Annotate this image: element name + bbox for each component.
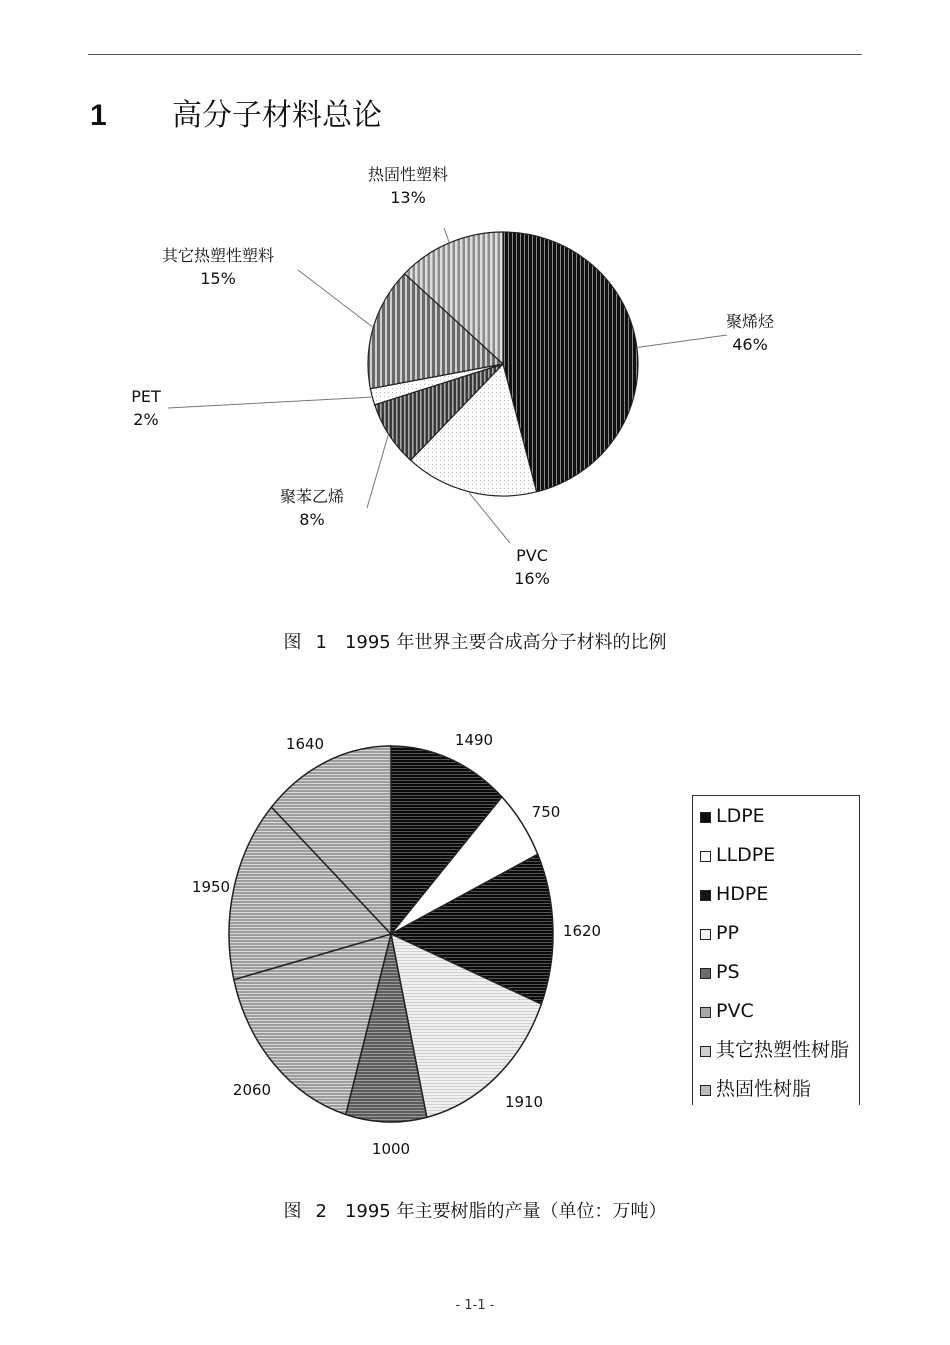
chart1-leader-line	[469, 493, 510, 543]
figure-1-text: 1995 年世界主要合成高分子材料的比例	[344, 632, 667, 653]
legend-item-label: PVC	[716, 1000, 754, 1022]
chart1-percent-label: 13%	[390, 188, 426, 207]
chart2-value-label: 1640	[285, 735, 325, 753]
legend-item-label: PS	[716, 961, 740, 983]
chart1-category-label: 聚苯乙烯	[279, 487, 345, 506]
legend-swatch	[700, 812, 711, 823]
chart1-category-label: 热固性塑料	[367, 165, 449, 184]
figure-1-caption	[0, 628, 950, 654]
pie-chart-resin-output	[192, 731, 601, 1158]
legend-item-label: LDPE	[716, 805, 765, 827]
legend-swatch	[700, 851, 711, 862]
chart2-value-label: 1490	[454, 731, 494, 749]
section-title: 高分子材料总论	[172, 98, 382, 133]
legend-item-label: 其它热塑性树脂	[716, 1039, 850, 1061]
figure-2-text: 1995 年主要树脂的产量（单位：万吨）	[344, 1201, 667, 1222]
legend-swatch	[700, 929, 711, 940]
legend-item-label: LLDPE	[716, 844, 776, 866]
chart1-leader-line	[638, 335, 727, 347]
chart1-leader-line	[444, 228, 449, 242]
chart1-leader-line	[298, 270, 372, 327]
pie-chart-polymer-share	[131, 165, 775, 588]
legend-item-label: 热固性树脂	[716, 1078, 812, 1100]
chart1-category-label: PVC	[516, 546, 548, 565]
chart2-value-label: 1910	[504, 1093, 544, 1111]
page-number: - 1-1 -	[455, 1298, 495, 1313]
chart1-percent-label: 46%	[732, 335, 768, 354]
chart2-value-label: 1620	[562, 922, 602, 940]
chart1-category-label: PET	[131, 387, 161, 406]
chart1-leader-line	[168, 397, 371, 408]
chart1-percent-label: 16%	[514, 569, 550, 588]
chart2-value-label: 2060	[232, 1081, 272, 1099]
figure-1-number: 1	[315, 632, 327, 653]
chart2-value-label: 1950	[191, 878, 231, 896]
figure-2-number: 2	[315, 1201, 327, 1222]
chart1-percent-label: 8%	[299, 510, 325, 529]
legend-swatch	[700, 1007, 711, 1018]
legend-swatch	[700, 1046, 711, 1057]
figure-1-label: 图	[283, 632, 302, 653]
chart2-value-label: 1000	[371, 1140, 411, 1158]
legend-swatch	[700, 890, 711, 901]
chart1-percent-label: 15%	[200, 269, 236, 288]
chart1-category-label: 其它热塑性塑料	[161, 246, 275, 265]
legend-item-label: PP	[716, 922, 739, 944]
chart1-leader-line	[367, 435, 388, 508]
chart1-percent-label: 2%	[133, 410, 159, 429]
legend-swatch	[700, 1085, 711, 1096]
figure-2-label: 图	[283, 1201, 302, 1222]
chart1-category-label: 聚烯烃	[725, 312, 775, 331]
section-number: 1	[90, 99, 107, 132]
chart2-value-label: 750	[531, 803, 561, 821]
figure-2-caption	[0, 1197, 950, 1223]
legend-item-label: HDPE	[716, 883, 769, 905]
legend-swatch	[700, 968, 711, 979]
